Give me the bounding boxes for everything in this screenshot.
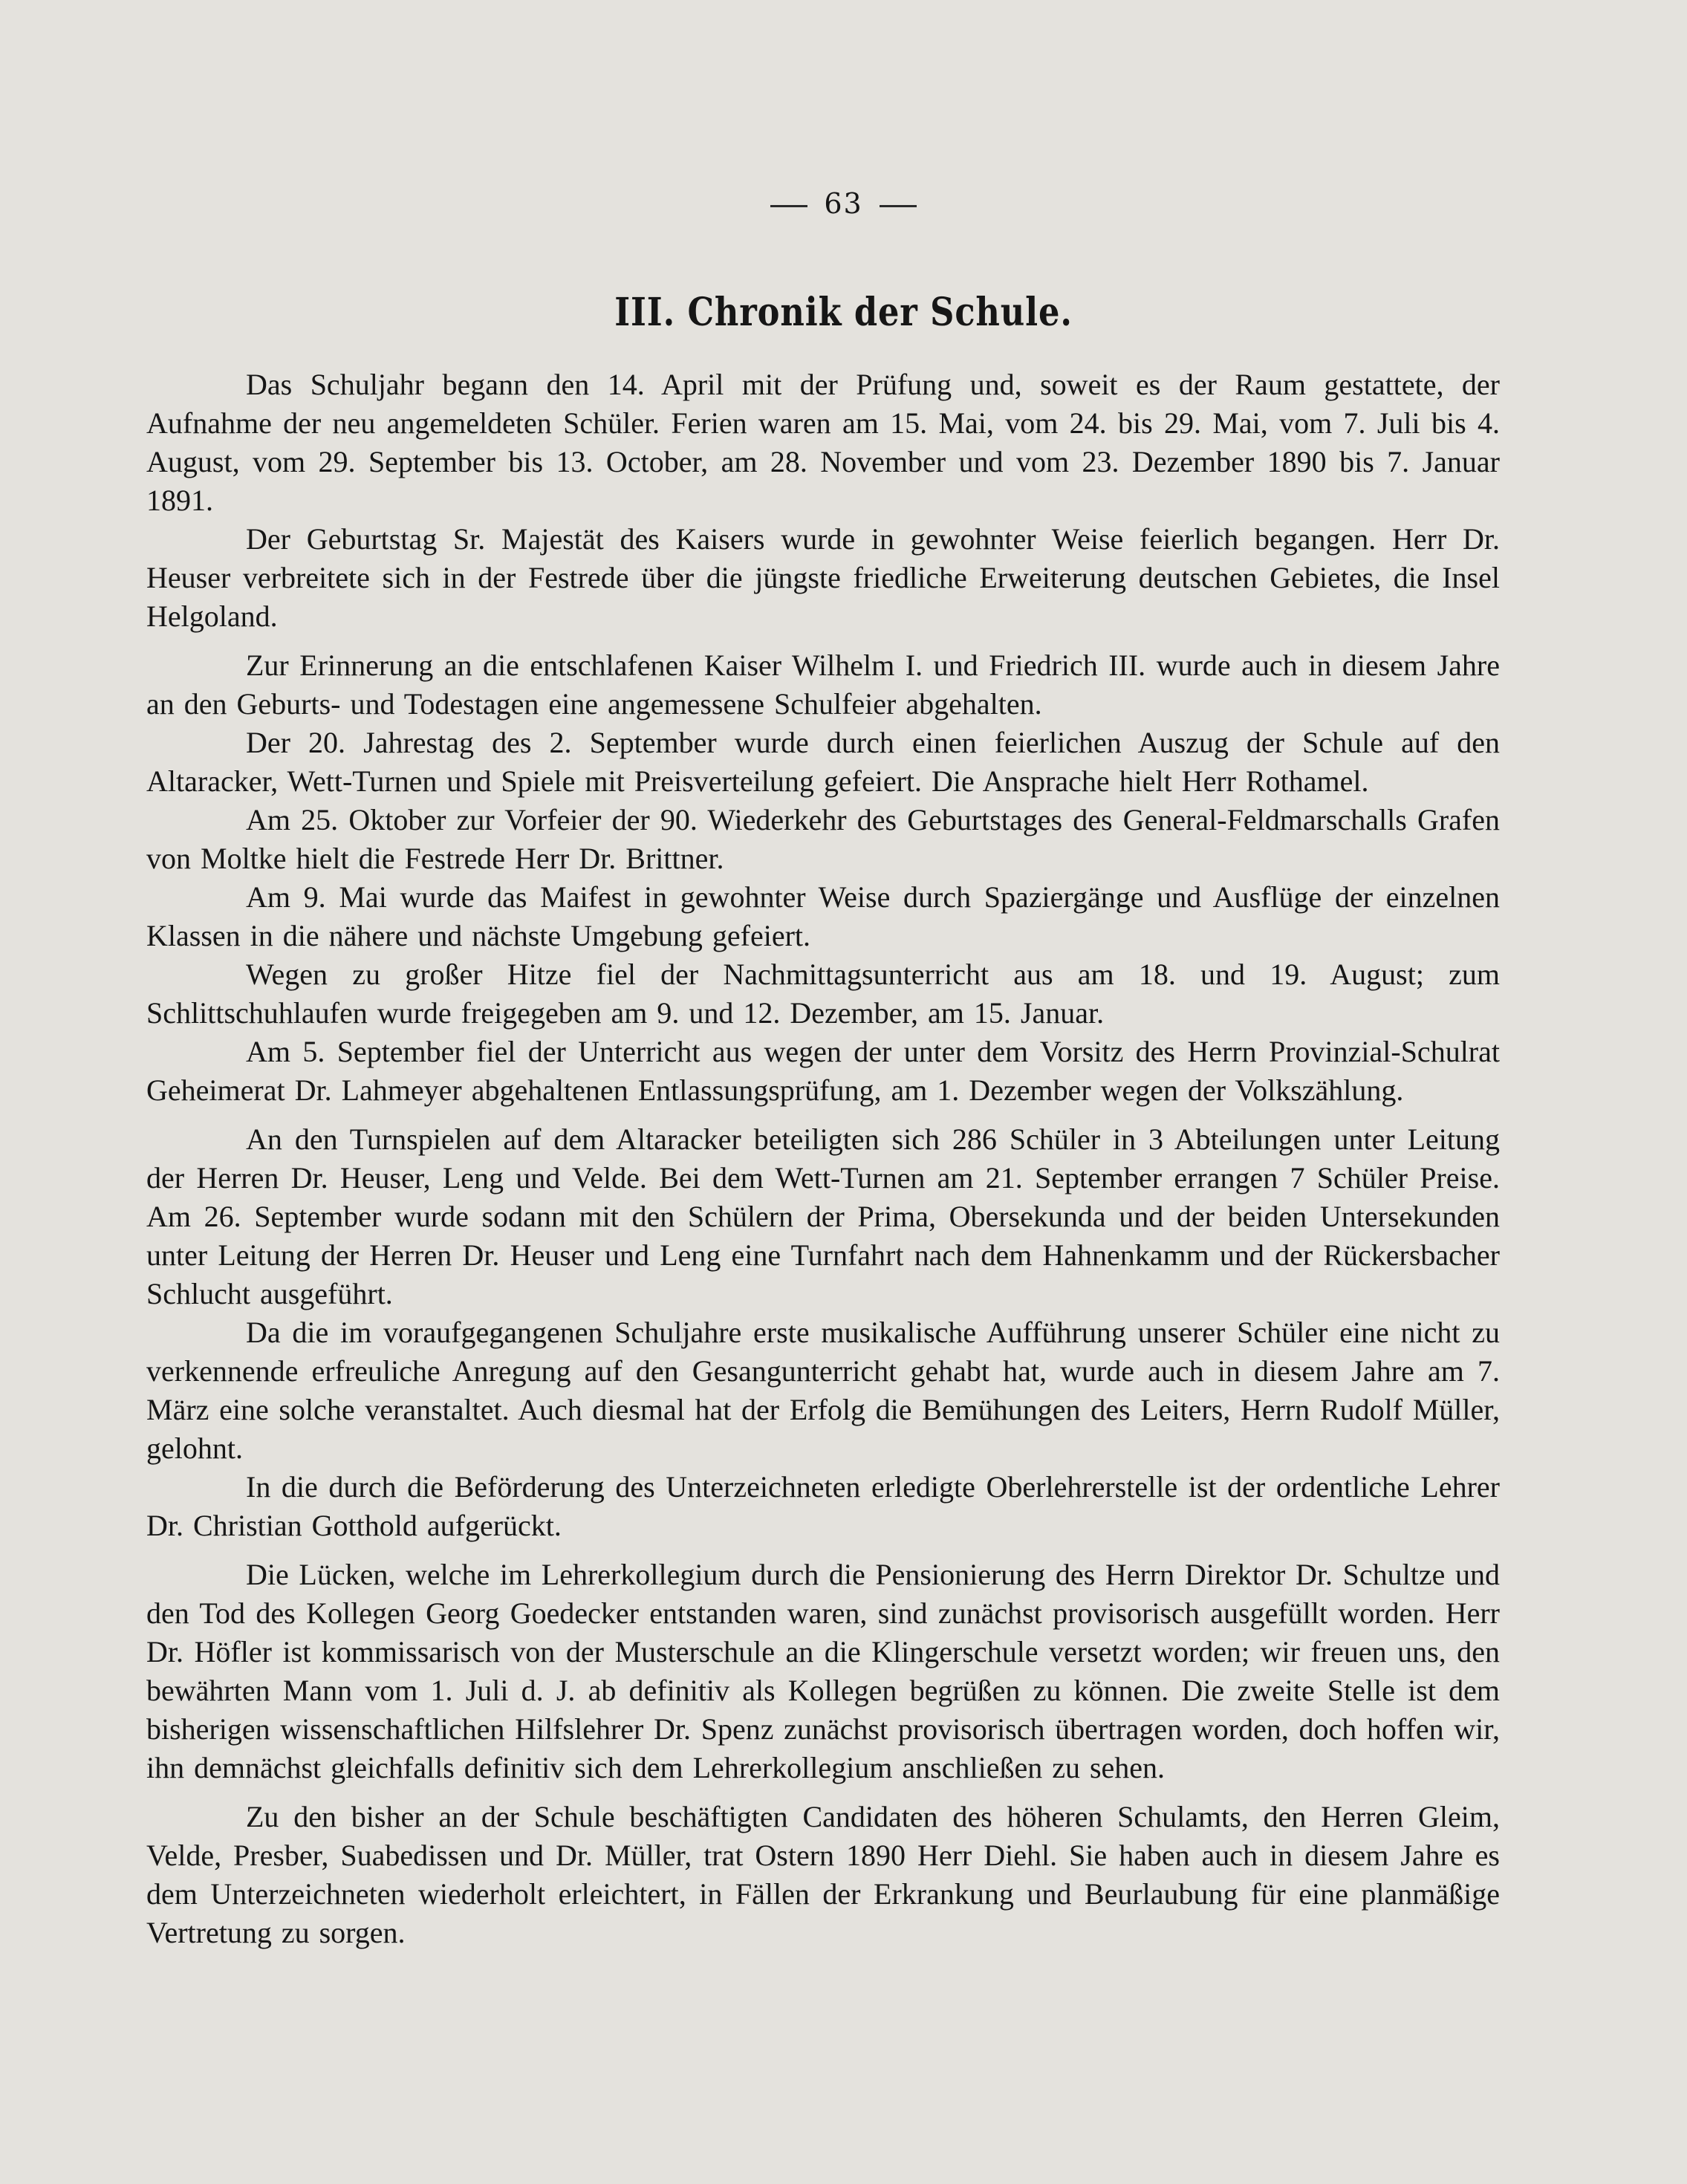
- page-number-dash-left: [770, 205, 807, 207]
- paragraph-moltke: Am 25. Oktober zur Vorfeier der 90. Wiederkehr des Geburtstages des General-Feldmarschalls Grafen von Moltke hielt die Festrede Herr Dr. Brittner.: [146, 803, 1500, 875]
- paragraph-staff-changes: Die Lücken, welche im Lehrerkollegium durch die Pensionierung des Herrn Direktor Dr. Schultze und den Tod des Kollegen Georg Goedecker entstanden waren, sind zunächst provisorisch ausgefüllt worden. Herr Dr. Höfler ist kommissarisch von der Musterschule an die Klingerschule versetzt worden; wir freuen uns, den bewährten Mann vom 1. Juli d. J. ab definitiv als Kollegen begrüßen zu können. Die zweite Stelle ist dem bisherigen wissenschaftlichen Hilfslehrer Dr. Spenz zunächst provisorisch übertragen worden, doch hoffen wir, ihn demnächst gleichfalls definitiv sich dem Lehrerkollegium anschließen zu sehen.: [146, 1558, 1500, 1784]
- paragraph-heat-holidays: Wegen zu großer Hitze fiel der Nachmittagsunterricht aus am 18. und 19. August; zum Schlittschuhlaufen wurde freigegeben am 9. und 12. Dezember, am 15. Januar.: [146, 958, 1500, 1030]
- page-number: [0, 187, 1687, 220]
- body-text: [146, 365, 1500, 1952]
- paragraph-exam: Am 5. September fiel der Unterricht aus wegen der unter dem Vorsitz des Herrn Provinzial-Schulrat Geheimerat Dr. Lahmeyer abgehaltenen Entlassungsprüfung, am 1. Dezember wegen der Volkszählung.: [146, 1035, 1500, 1107]
- paragraph-remembrance: Zur Erinnerung an die entschlafenen Kaiser Wilhelm I. und Friedrich III. wurde auch in diesem Jahre an den Geburts- und Todestagen eine angemessene Schulfeier abgehalten.: [146, 649, 1500, 721]
- page-number-dash-right: [880, 205, 917, 207]
- paragraph-promotion: In die durch die Beförderung des Unterzeichneten erledigte Oberlehrerstelle ist der ordentliche Lehrer Dr. Christian Gotthold aufgerückt.: [146, 1470, 1500, 1542]
- paragraph-gymnastics: An den Turnspielen auf dem Altaracker beteiligten sich 286 Schüler in 3 Abteilungen unter Leitung der Herren Dr. Heuser, Leng und Velde. Bei dem Wett-Turnen am 21. September errangen 7 Schüler Preise. Am 26. September wurde sodann mit den Schülern der Prima, Obersekunda und der beiden Untersekunden unter Leitung der Herren Dr. Heuser und Leng eine Turnfahrt nach dem Hahnenkamm und der Rückersbacher Schlucht ausgeführt.: [146, 1122, 1500, 1310]
- chapter-title: III. Chronik der Schule.: [614, 290, 1073, 335]
- paragraph-school-year: Das Schuljahr begann den 14. April mit der Prüfung und, soweit es der Raum gestattete, der Aufnahme der neu angemeldeten Schüler. Ferien waren am 15. Mai, vom 24. bis 29. Mai, vom 7. Juli bis 4. August, vom 29. September bis 13. October, am 28. November und vom 23. Dezember 1890 bis 7. Januar 1891.: [146, 368, 1500, 517]
- paragraph-sedan-day: Der 20. Jahrestag des 2. September wurde durch einen feierlichen Auszug der Schule auf den Altaracker, Wett-Turnen und Spiele mit Preisverteilung gefeiert. Die Ansprache hielt Herr Rothamel.: [146, 726, 1500, 798]
- paragraph-candidates: Zu den bisher an der Schule beschäftigten Candidaten des höheren Schulamts, den Herren Gleim, Velde, Presber, Suabedissen und Dr. Müller, trat Ostern 1890 Herr Diehl. Sie haben auch in diesem Jahre es dem Unterzeichneten wiederholt erleichtert, in Fällen der Erkrankung und Beurlaubung für eine planmäßige Vertretung zu sorgen.: [146, 1800, 1500, 1949]
- paragraph-emperor-birthday: Der Geburtstag Sr. Majestät des Kaisers wurde in gewohnter Weise feierlich begangen. Herr Dr. Heuser verbreitete sich in der Festrede über die jüngste friedliche Erweiterung deutschen Gebietes, die Insel Helgoland.: [146, 522, 1500, 633]
- paragraph-maifest: Am 9. Mai wurde das Maifest in gewohnter Weise durch Spaziergänge und Ausflüge der einzelnen Klassen in die nähere und nächste Umgebung gefeiert.: [146, 880, 1500, 952]
- page-number-value: 63: [824, 187, 863, 220]
- paragraph-music: Da die im voraufgegangenen Schuljahre erste musikalische Aufführung unserer Schüler eine nicht zu verkennende erfreuliche Anregung auf den Gesangunterricht gehabt hat, wurde auch in diesem Jahre am 7. März eine solche veranstaltet. Auch diesmal hat der Erfolg die Bemühungen des Leiters, Herrn Rudolf Müller, gelohnt.: [146, 1316, 1500, 1465]
